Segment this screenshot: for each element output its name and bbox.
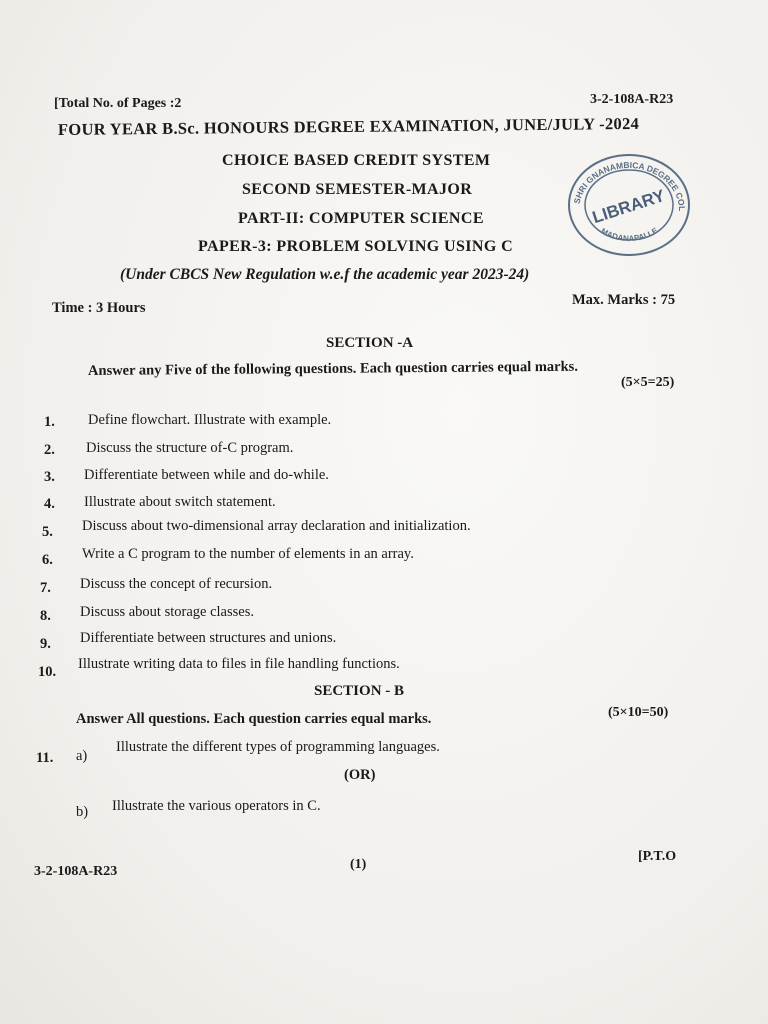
question-text: Discuss the concept of recursion. bbox=[80, 576, 273, 592]
question-number: 10. bbox=[38, 664, 57, 680]
section-a-marks: (5×5=25) bbox=[621, 375, 675, 390]
question-text: Illustrate the different types of programming languages. bbox=[116, 739, 440, 755]
question-number: 11. bbox=[36, 750, 54, 766]
question-number: 9. bbox=[40, 636, 51, 652]
question-text: Differentiate between while and do-while. bbox=[84, 467, 329, 483]
question-text: Differentiate between structures and unions. bbox=[80, 630, 337, 646]
option-label: a) bbox=[76, 748, 88, 764]
question-number: 1. bbox=[44, 414, 55, 430]
question-text: Discuss about storage classes. bbox=[80, 604, 254, 620]
question-text: Write a C program to the number of elements in an array. bbox=[82, 546, 414, 562]
or-separator: (OR) bbox=[344, 767, 376, 783]
question-text: Discuss about two-dimensional array declaration and initialization. bbox=[82, 518, 471, 534]
question-text: Illustrate writing data to files in file handling functions. bbox=[78, 656, 400, 672]
total-pages: [Total No. of Pages :2 bbox=[54, 96, 182, 111]
section-a-instruction: Answer any Five of the following questions. Each question carries equal marks. bbox=[87, 358, 578, 379]
question-number: 8. bbox=[40, 608, 51, 624]
pto-note: [P.T.O bbox=[638, 849, 677, 864]
exam-title: FOUR YEAR B.Sc. HONOURS DEGREE EXAMINATION, JUNE/JULY -2024 bbox=[57, 113, 640, 139]
question-number: 2. bbox=[44, 442, 55, 458]
paper-code-footer: 3-2-108A-R23 bbox=[34, 864, 118, 879]
question-text: Illustrate about switch statement. bbox=[84, 494, 276, 510]
svg-text:MADANAPALLE bbox=[599, 226, 660, 243]
question-text: Discuss the structure of-C program. bbox=[86, 440, 294, 456]
section-b-marks: (5×10=50) bbox=[608, 705, 669, 720]
max-marks: Max. Marks : 75 bbox=[572, 292, 676, 308]
section-b-title: SECTION - B bbox=[314, 683, 405, 699]
question-number: 5. bbox=[42, 524, 53, 540]
paper-title: PAPER-3: PROBLEM SOLVING USING C bbox=[198, 238, 514, 255]
stamp-library-text: LIBRARY bbox=[589, 185, 668, 228]
stamp-bottom-text: MADANAPALLE bbox=[599, 226, 660, 244]
page-number: (1) bbox=[350, 857, 367, 872]
question-text: Illustrate the various operators in C. bbox=[112, 798, 321, 814]
paper-code-top: 3-2-108A-R23 bbox=[590, 92, 674, 107]
part-title: PART-II: COMPUTER SCIENCE bbox=[238, 210, 484, 227]
question-text: Define flowchart. Illustrate with example. bbox=[88, 412, 332, 428]
question-number: 6. bbox=[42, 552, 53, 568]
library-stamp bbox=[565, 150, 693, 260]
option-label: b) bbox=[76, 804, 89, 820]
semester-title: SECOND SEMESTER-MAJOR bbox=[242, 181, 473, 198]
stamp-ring-text: SHRI GNANAMBICA DEGREE COL bbox=[571, 159, 688, 212]
time-allowed: Time : 3 Hours bbox=[52, 300, 146, 316]
question-number: 7. bbox=[40, 580, 51, 596]
system-title: CHOICE BASED CREDIT SYSTEM bbox=[222, 152, 491, 169]
question-number: 4. bbox=[44, 496, 55, 512]
section-b-instruction: Answer All questions. Each question carries equal marks. bbox=[76, 711, 432, 727]
regulation-note: (Under CBCS New Regulation w.e.f the academic year 2023-24) bbox=[120, 266, 530, 283]
section-a-title: SECTION -A bbox=[326, 335, 414, 351]
question-number: 3. bbox=[44, 469, 55, 485]
